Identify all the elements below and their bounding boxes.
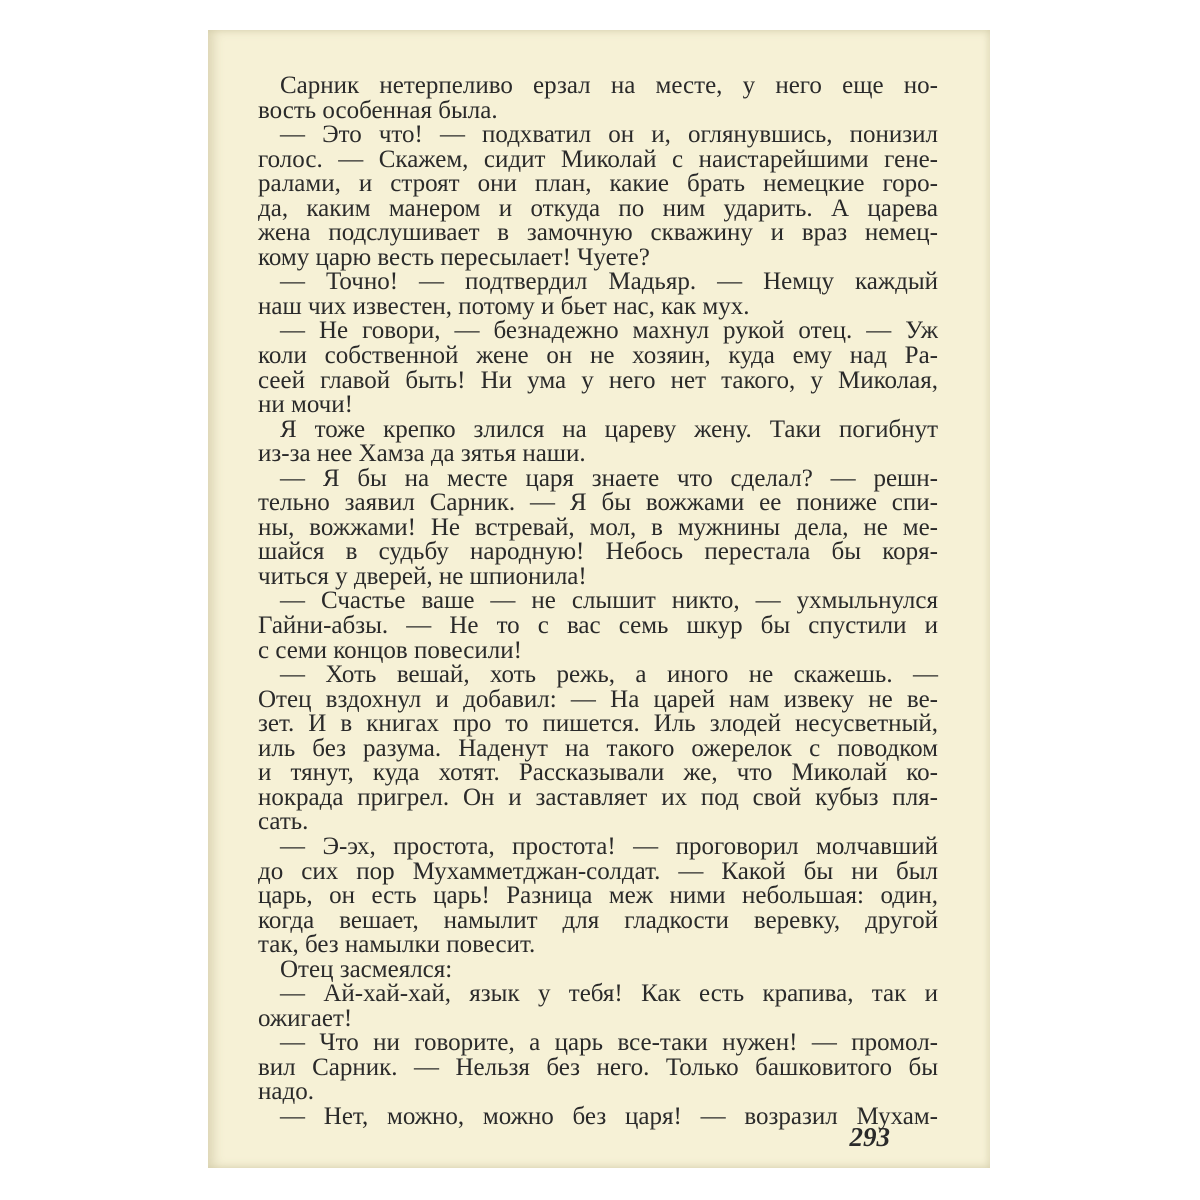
text-line: тельно заявил Сарник. — Я бы вожжами ее пониже спи- (258, 489, 938, 517)
text-line: — Не говори, — безнадежно махнул рукой отец. — Уж (280, 317, 938, 345)
text-line: Гайни-абзы. — Не то с вас семь шкур бы спустили и (258, 612, 938, 640)
text-line: коли собственной жене он не хозяин, куда ему над Ра- (258, 342, 938, 370)
text-line: до сих пор Мухамметджан-солдат. — Какой бы ни был (258, 857, 938, 885)
text-line: ожигает! (258, 1004, 353, 1032)
text-line: — Я бы на месте царя знаете что сделал? — решн- (280, 464, 938, 492)
text-line: ны, вожжами! Не встревай, мол, в мужнины дела, не ме- (258, 513, 938, 541)
text-line: Я тоже крепко злился на цареву жену. Таки погибнут (280, 415, 938, 443)
text-line: из-за нее Хамза да зятья наши. (258, 440, 586, 468)
page-number: 293 (849, 1122, 890, 1152)
text-line: сать. (258, 808, 309, 836)
text-line: сеей главой быть! Ни ума у него нет такого, у Миколая, (258, 366, 938, 394)
text-line: с семи концов повесили! (258, 636, 522, 664)
text-line: когда вешает, намылит для гладкости веревку, другой (258, 906, 938, 934)
text-line: так, без намылки повесит. (258, 931, 536, 959)
text-line: зет. И в книгах про то пишется. Иль злодей несусветный, (258, 710, 938, 738)
text-line: голос. — Скажем, сидит Миколай с наистарейшими гене- (258, 145, 938, 173)
text-line: — Что ни говорите, а царь все-таки нужен! — промол- (280, 1029, 938, 1057)
text-line: надо. (258, 1078, 314, 1106)
text-line: — Это что! — подхватил он и, оглянувшись, понизил (280, 121, 938, 149)
text-line: шайся в судьбу народную! Небось перестала бы коря- (258, 538, 938, 566)
text-line: кому царю весть пересылает! Чуете? (258, 243, 650, 271)
text-line: и тянут, куда хотят. Рассказывали же, что Миколай ко- (258, 759, 938, 787)
text-line: вость особенная была. (258, 96, 498, 124)
text-line: жена подслушивает в замочную скважину и враз немец- (258, 219, 938, 247)
text-line: наш чих известен, потому и бьет нас, как мух. (258, 292, 750, 320)
text-line: иль без разума. Наденут на такого ожерелок с поводком (258, 734, 938, 762)
text-line: да, каким манером и откуда по ним ударить. А царева (258, 194, 938, 222)
text-line: ралами, и строят они план, какие брать немецкие горо- (258, 170, 938, 198)
text-line: читься у дверей, не шпионила! (258, 562, 587, 590)
text-line: вил Сарник. — Нельзя без него. Только башковитого бы (258, 1053, 938, 1081)
text-line: нокрада пригрел. Он и заставляет их под свой кубыз пля- (258, 783, 938, 811)
text-line: ни мочи! (258, 391, 353, 419)
text-line: — Счастье ваше — не слышит никто, — ухмыльнулся (280, 587, 938, 615)
text-line: Отец засмеялся: (280, 955, 453, 983)
body-text (258, 74, 938, 1130)
text-line: Отец вздохнул и добавил: — На царей нам извеку не ве- (258, 685, 938, 713)
text-line: — Хоть вешай, хоть режь, а иного не скажешь. — (280, 661, 938, 689)
text-line: царь, он есть царь! Разница меж ними небольшая: один, (258, 882, 938, 910)
text-line: — Э-эх, простота, простота! — проговорил молчавший (280, 832, 938, 860)
text-line: — Точно! — подтвердил Мадьяр. — Немцу каждый (280, 268, 938, 296)
text-line: — Ай-хай-хай, язык у тебя! Как есть крапива, так и (280, 980, 938, 1008)
text-line: — Нет, можно, можно без царя! — возразил Мухам- (280, 1102, 938, 1130)
book-page (208, 30, 990, 1168)
text-line: Сарник нетерпеливо ерзал на месте, у него еще но- (280, 72, 938, 99)
